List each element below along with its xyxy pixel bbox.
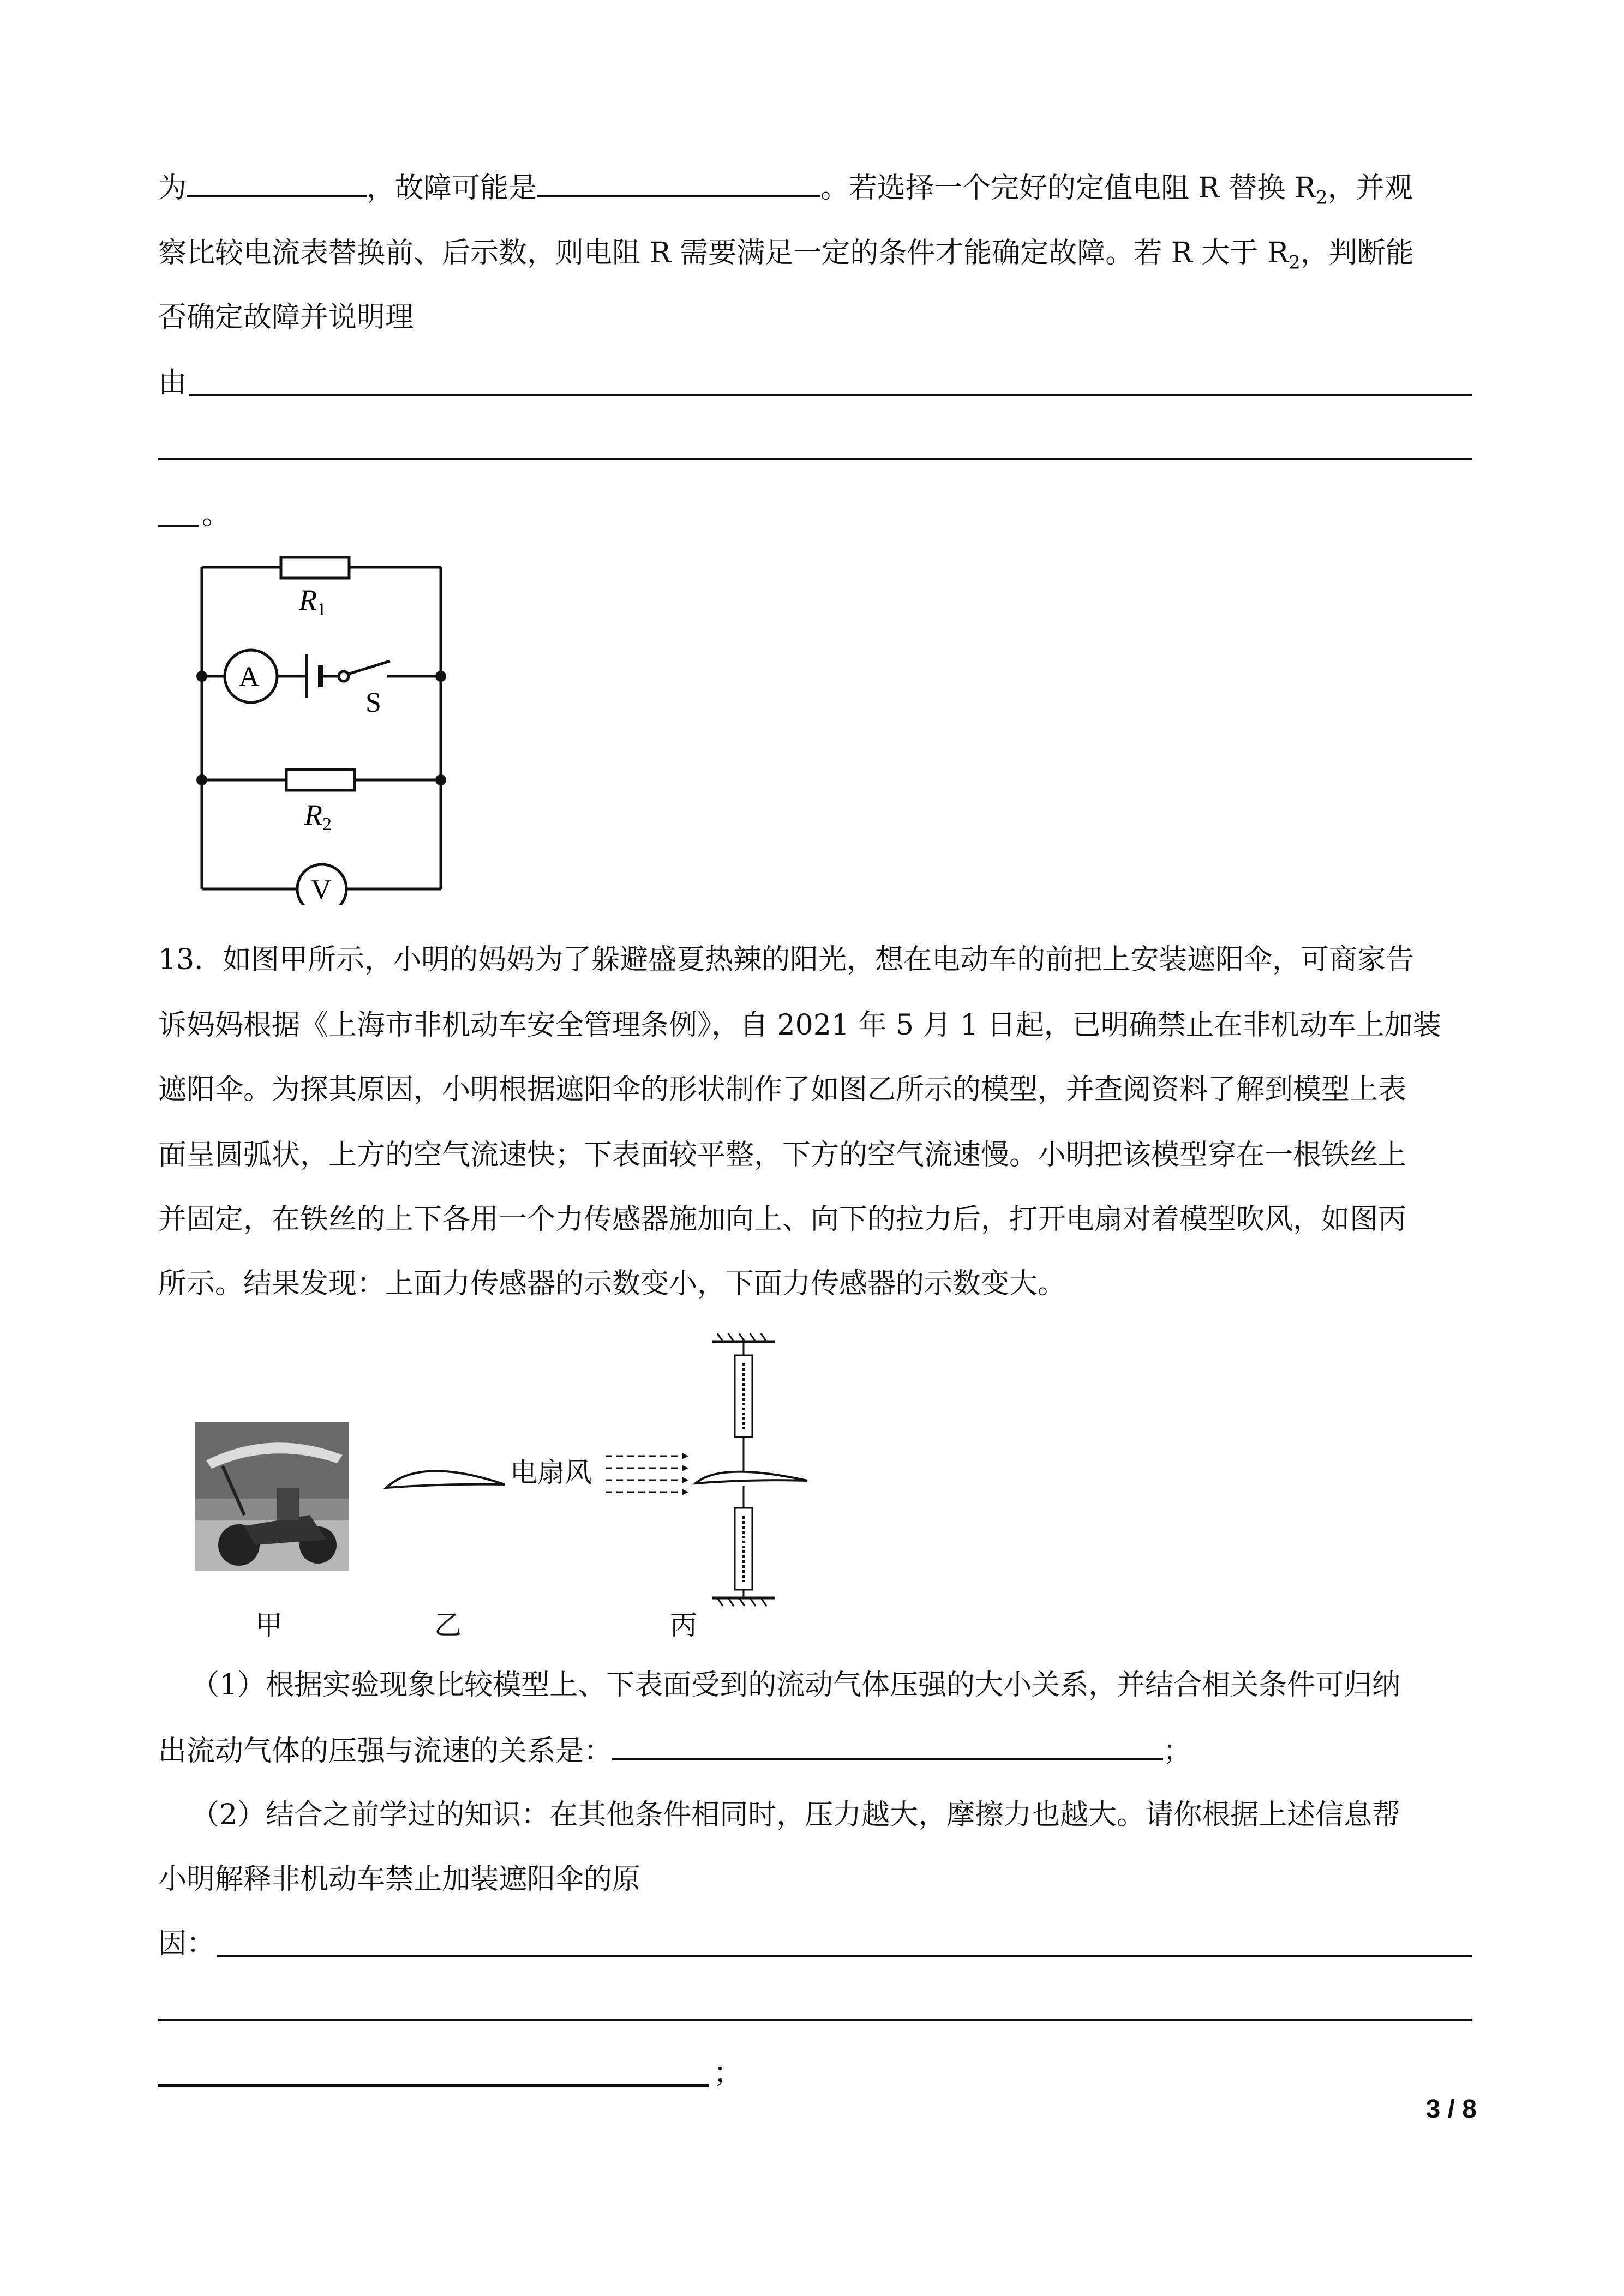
junction [435,671,446,682]
q13-text: 出流动气体的压强与流速的关系是： [158,1735,613,1768]
q13-sub1-line: （1）根据实验现象比较模型上、下表面受到的流动气体压强的大小关系，并结合相关条件可归纳 [191,1669,1401,1702]
q12-line-2 [158,236,1414,280]
q12-line-1 [158,169,1413,215]
fan-wind-label: 电扇风 [510,1457,592,1488]
junction [435,774,446,785]
subscript: 2 [1315,187,1328,209]
q13-sub2-end: ； [714,2057,742,2090]
circuit-diagram [180,545,464,905]
q13-sub2-line: （2）结合之前学过的知识：在其他条件相同时，压力越大，摩擦力也越大。请你根据上述信息帮 [191,1799,1401,1831]
q13-paragraph-line: 遮阳伞。为探其原因，小明根据遮阳伞的形状制作了如图乙所示的模型，并查阅资料了解到模型上表 [158,1073,1407,1106]
q12-text: 。若选择一个完好的定值电阻 R 替换 R [820,172,1316,205]
q12-text: ，并观 [1327,172,1413,205]
answer-blank-1[interactable] [187,169,367,197]
q13-paragraph-line: 并固定，在铁丝的上下各用一个力传感器施加向上、向下的拉力后，打开电扇对着模型吹风，如图丙 [158,1203,1407,1236]
q12-text: ，故障可能是 [367,172,537,205]
caption-bing: 丙 [670,1609,697,1641]
page-number: 3 / 8 [1425,2095,1477,2124]
q12-text: ，判断能 [1300,237,1414,269]
q13-sub1-line [158,1732,1191,1769]
ammeter-label: A [239,662,260,693]
answer-blank-relation[interactable] [612,1732,1163,1760]
answer-line-2[interactable] [158,458,1472,460]
q12-line-3: 否确定故障并说明理 [158,301,414,334]
q13-text: ； [1163,1735,1192,1768]
caption-jia: 甲 [255,1609,283,1641]
q12-line-6: 。 [202,498,231,531]
airfoil-model [382,1456,513,1494]
resistor-r1 [281,557,349,578]
q13-paragraph-line: 面呈圆弧状，上方的空气流速快；下表面较平整，下方的空气流速慢。小明把该模型穿在一根铁丝上 [158,1139,1407,1171]
answer-line-reason-2[interactable] [158,2019,1472,2021]
scooter-photo [195,1422,349,1571]
q13-paragraph-line: 所示。结果发现：上面力传感器的示数变小，下面力传感器的示数变大。 [158,1267,1066,1300]
subscript: 2 [1289,251,1301,274]
answer-blank-2[interactable] [537,169,820,197]
r2-label: R2 [304,798,332,834]
q12-text: 为 [158,172,187,205]
answer-line-reason-1[interactable] [217,1955,1472,1957]
answer-line-3[interactable] [158,525,199,527]
answer-line-1[interactable] [189,394,1472,396]
q12-text: 察比较电流表替换前、后示数，则电阻 R 需要满足一定的条件才能确定故障。若 R 大于 R [158,237,1289,269]
q13-paragraph-line: 诉妈妈根据《上海市非机动车安全管理条例》，自 2021 年 5 月 1 日起，已明确禁止在非机动车上加装 [158,1009,1441,1042]
q13-sub2-line: 因： [158,1927,215,1960]
force-sensor-apparatus [606,1325,824,1609]
q13-paragraph-line: 13．如图甲所示，小明的妈妈为了躲避盛夏热辣的阳光，想在电动车的前把上安装遮阳伞，可商家告 [158,943,1415,976]
junction [196,774,207,785]
resistor-r2 [286,770,355,790]
q13-sub2-line: 小明解释非机动车禁止加装遮阳伞的原 [158,1863,641,1896]
q12-line-4: 由 [158,366,187,399]
junction [196,671,207,682]
answer-line-reason-3[interactable] [158,2084,709,2087]
switch-label: S [365,687,381,718]
r1-label: R1 [299,584,326,620]
voltmeter-label: V [311,874,332,905]
caption-yi: 乙 [434,1609,462,1641]
